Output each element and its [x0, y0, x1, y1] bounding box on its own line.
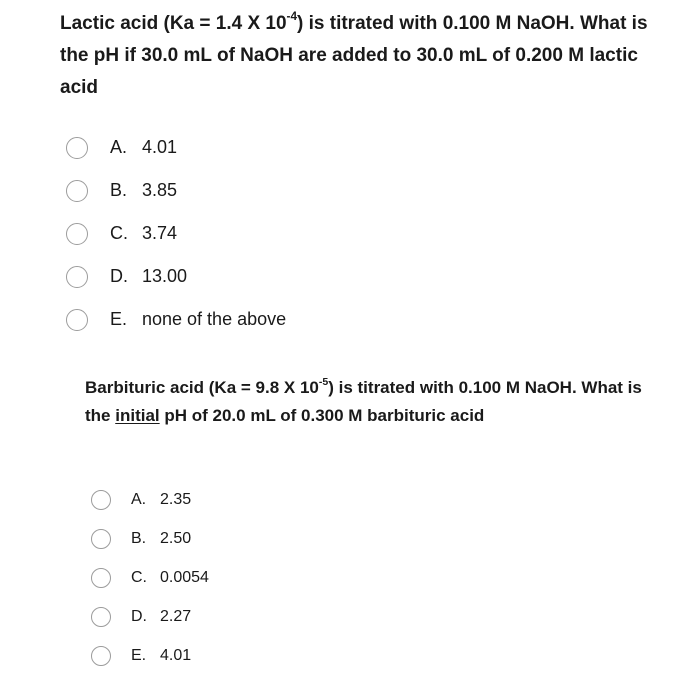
- radio-button[interactable]: [66, 223, 88, 245]
- question-2-option-c[interactable]: [91, 558, 209, 597]
- question-2-option-b[interactable]: [91, 519, 209, 558]
- option-letter: D.: [110, 266, 128, 286]
- radio-button[interactable]: [66, 309, 88, 331]
- question-2-options: [91, 480, 209, 675]
- radio-button[interactable]: [66, 180, 88, 202]
- question-2-stem-part-c: pH of 20.0 mL of 0.300 M barbituric acid: [159, 406, 485, 425]
- radio-button[interactable]: [66, 137, 88, 159]
- option-text: 13.00: [142, 266, 188, 286]
- question-2-option-e[interactable]: [91, 636, 209, 675]
- option-letter: B.: [110, 180, 128, 200]
- question-1-stem-part-a: Lactic acid (Ka = 1.4 X 10: [60, 13, 287, 34]
- radio-button[interactable]: [91, 607, 111, 627]
- radio-button[interactable]: [91, 568, 111, 588]
- question-1-stem-part-b: ) is titrated with 0.100 M NaOH. What is the pH if 30.0 mL of NaOH are added to 30.0 mL of 0.200 M lactic acid: [60, 13, 648, 98]
- option-letter: D.: [131, 607, 147, 625]
- question-1-option-a[interactable]: [66, 126, 286, 169]
- question-2-underlined-word: initial: [115, 406, 160, 425]
- question-1-option-b[interactable]: [66, 169, 286, 212]
- question-2-ka-exponent: -5: [318, 375, 329, 388]
- question-2-stem-part-b: ) is titrated with 0.100 M NaOH. What is the: [85, 378, 642, 425]
- option-text: none of the above: [142, 309, 287, 329]
- question-2-stem-part-a: Barbituric acid (Ka = 9.8 X 10: [85, 378, 319, 397]
- radio-button[interactable]: [91, 529, 111, 549]
- radio-button[interactable]: [91, 646, 111, 666]
- option-text: 0.0054: [160, 568, 209, 586]
- question-1-ka-exponent: -4: [286, 9, 298, 23]
- question-1-option-d[interactable]: [66, 255, 286, 298]
- question-2-stem: [85, 374, 645, 430]
- question-1-option-e[interactable]: [66, 298, 286, 341]
- option-text: 2.35: [160, 490, 192, 508]
- question-2-option-d[interactable]: [91, 597, 209, 636]
- option-text: 2.27: [160, 607, 192, 625]
- option-letter: E.: [131, 646, 147, 664]
- option-letter: C.: [131, 568, 147, 586]
- question-1-stem: [60, 8, 670, 104]
- option-letter: C.: [110, 223, 128, 243]
- radio-button[interactable]: [66, 266, 88, 288]
- option-text: 3.85: [142, 180, 178, 200]
- question-1-option-c[interactable]: [66, 212, 286, 255]
- option-letter: B.: [131, 529, 147, 547]
- option-text: 3.74: [142, 223, 178, 243]
- radio-button[interactable]: [91, 490, 111, 510]
- option-text: 4.01: [142, 137, 178, 157]
- question-1-options: [66, 126, 286, 341]
- option-letter: A.: [110, 137, 128, 157]
- option-letter: A.: [131, 490, 147, 508]
- question-2-option-a[interactable]: [91, 480, 209, 519]
- option-text: 4.01: [160, 646, 192, 664]
- option-letter: E.: [110, 309, 128, 329]
- option-text: 2.50: [160, 529, 192, 547]
